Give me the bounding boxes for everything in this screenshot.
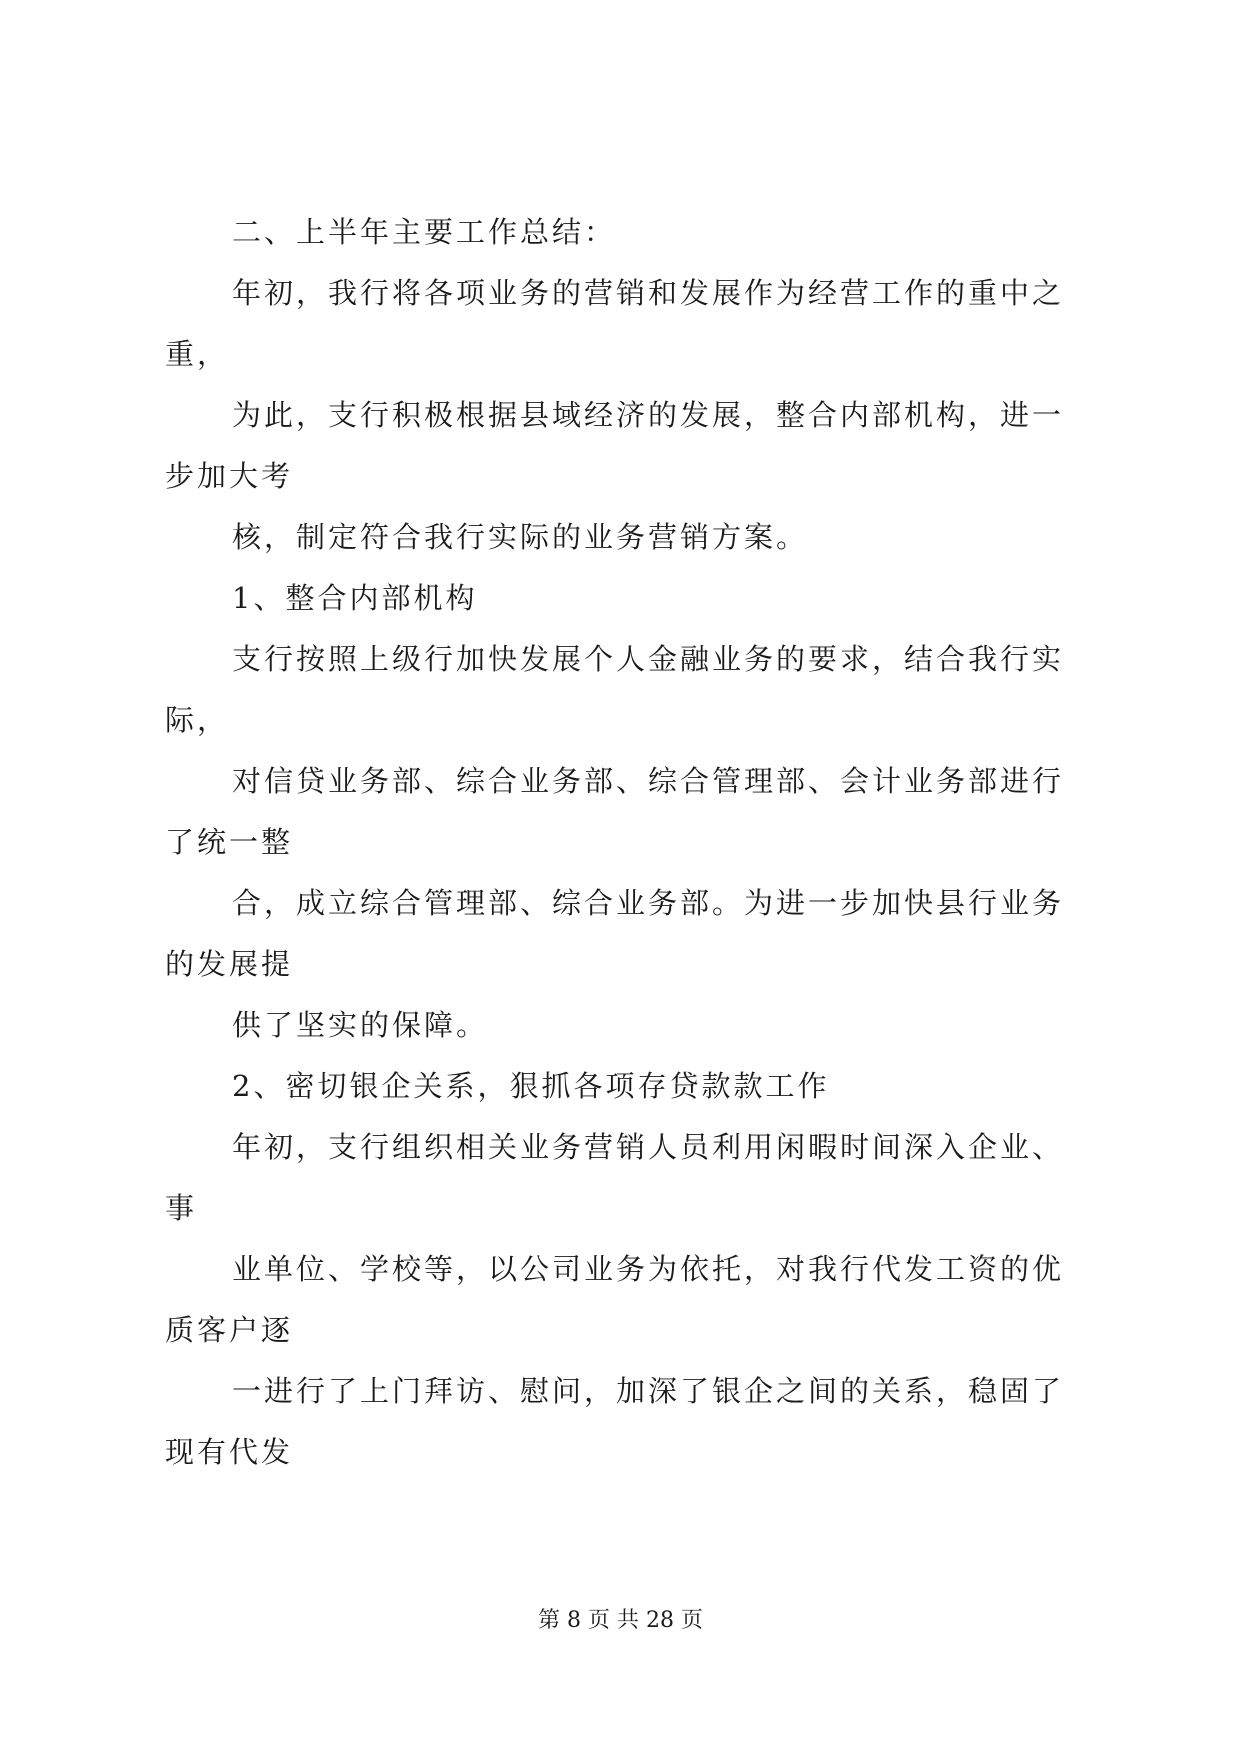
paragraph-line: 现有代发 [165,1435,294,1469]
subsection-heading: 2、密切银企关系，狠抓各项存贷款款工作 [232,1069,830,1103]
paragraph-line: 质客户逐 [165,1313,294,1347]
paragraph-line: 年初，支行组织相关业务营销人员利用闲暇时间深入企业、 [232,1130,1065,1164]
paragraph-line: 对信贷业务部、综合业务部、综合管理部、会计业务部进行 [232,764,1065,798]
paragraph-line: 支行按照上级行加快发展个人金融业务的要求，结合我行实 [232,642,1065,676]
subsection-heading: 1、整合内部机构 [232,581,478,615]
paragraph-line: 了统一整 [165,825,294,859]
paragraph-line: 为此，支行积极根据县域经济的发展，整合内部机构，进一 [232,398,1065,432]
paragraph-line: 年初，我行将各项业务的营销和发展作为经营工作的重中之 [232,276,1065,310]
paragraph-line: 重， [165,337,230,371]
page-number-footer: 第 8 页 共 28 页 [538,1608,703,1633]
paragraph-line: 供了坚实的保障。 [232,1008,489,1042]
paragraph-line: 步加大考 [165,459,294,493]
paragraph-line: 业单位、学校等，以公司业务为依托，对我行代发工资的优 [232,1252,1065,1286]
paragraph-line: 际， [165,703,230,737]
paragraph-line: 合，成立综合管理部、综合业务部。为进一步加快县行业务 [232,886,1065,920]
paragraph-line: 一进行了上门拜访、慰问，加深了银企之间的关系，稳固了 [232,1374,1065,1408]
paragraph-line: 事 [165,1191,198,1225]
paragraph-line: 核，制定符合我行实际的业务营销方案。 [232,520,809,554]
section-heading: 二、上半年主要工作总结： [232,215,617,249]
paragraph-line: 的发展提 [165,947,294,981]
